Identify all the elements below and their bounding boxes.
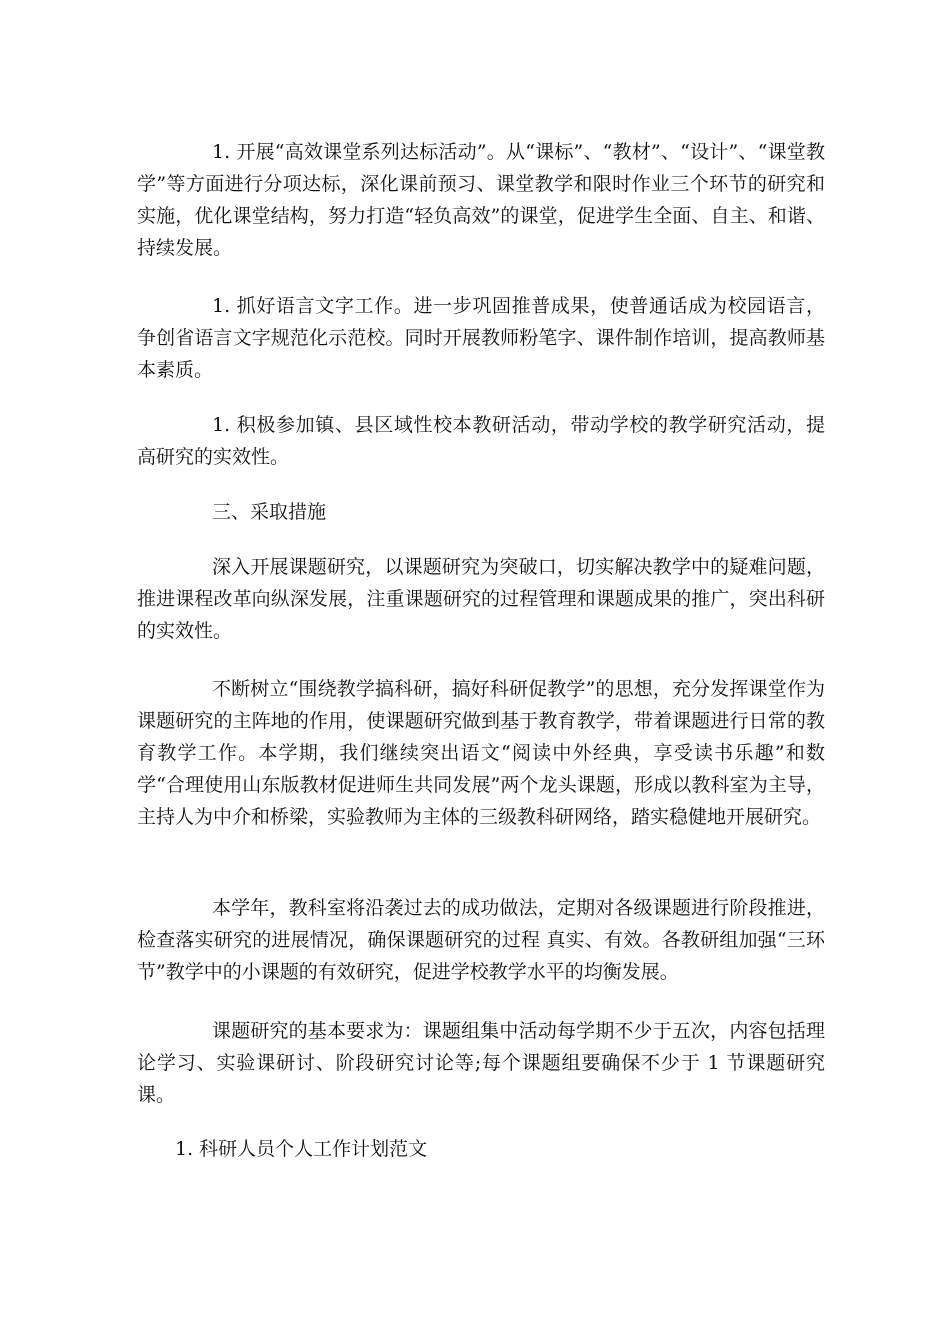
paragraph-language-work: 1. 抓好语言文字工作。进一步巩固推普成果，使普通话成为校园语言，争创省语言文字规范化示范校。同时开展教师粉笔字、课件制作培训，提高教师基本素质。 [137, 295, 825, 381]
paragraph-research-philosophy: 不断树立“围绕教学搞科研，搞好科研促教学”的思想，充分发挥课堂作为课题研究的主阵地的作用，使课题研究做到基于教育教学，带着课题进行日常的教育教学工作。本学期，我们继续突出语文“阅读中外经典，享受读书乐趣”和数学“合理使用山东版教材促进师生共同发展”两个龙头课题，形成以教科室为主导，主持人为中介和桥梁，实验教师为主体的三级教科研网络，踏实稳健地开展研究。 [137, 678, 825, 828]
paragraph-teaching-research: 1. 积极参加镇、县区域性校本教研活动，带动学校的教学研究活动，提高研究的实效性。 [137, 414, 825, 468]
paragraph-basic-requirements: 课题研究的基本要求为：课题组集中活动每学期不少于五次，内容包括理论学习、实验课研讨、阶段研究讨论等;每个课题组要确保不少于 1 节课题研究课。 [137, 1020, 825, 1106]
paragraph-topic-research: 深入开展课题研究，以课题研究为突破口，切实解决教学中的疑难问题，推进课程改革向纵深发展，注重课题研究的过程管理和课题成果的推广，突出科研的实效性。 [137, 556, 825, 642]
paragraph-high-efficiency-classroom: 1. 开展“高效课堂系列达标活动”。从“课标”、“教材”、“设计”、“课堂教学”等方面进行分项达标，深化课前预习、课堂教学和限时作业三个环节的研究和实施，优化课堂结构，努力打造“轻负高效”的课堂，促进学生全面、自主、和谐、持续发展。 [137, 141, 825, 259]
paragraph-plan-title: 1. 科研人员个人工作计划范文 [175, 1138, 428, 1160]
section-heading-measures: 三、采取措施 [212, 501, 327, 523]
paragraph-academic-year-plan: 本学年，教科室将沿袭过去的成功做法，定期对各级课题进行阶段推进，检查落实研究的进展情况，确保课题研究的过程 真实、有效。各教研组加强“三环节”教学中的小课题的有效研究，促进学校教学水平的均衡发展。 [137, 897, 825, 983]
